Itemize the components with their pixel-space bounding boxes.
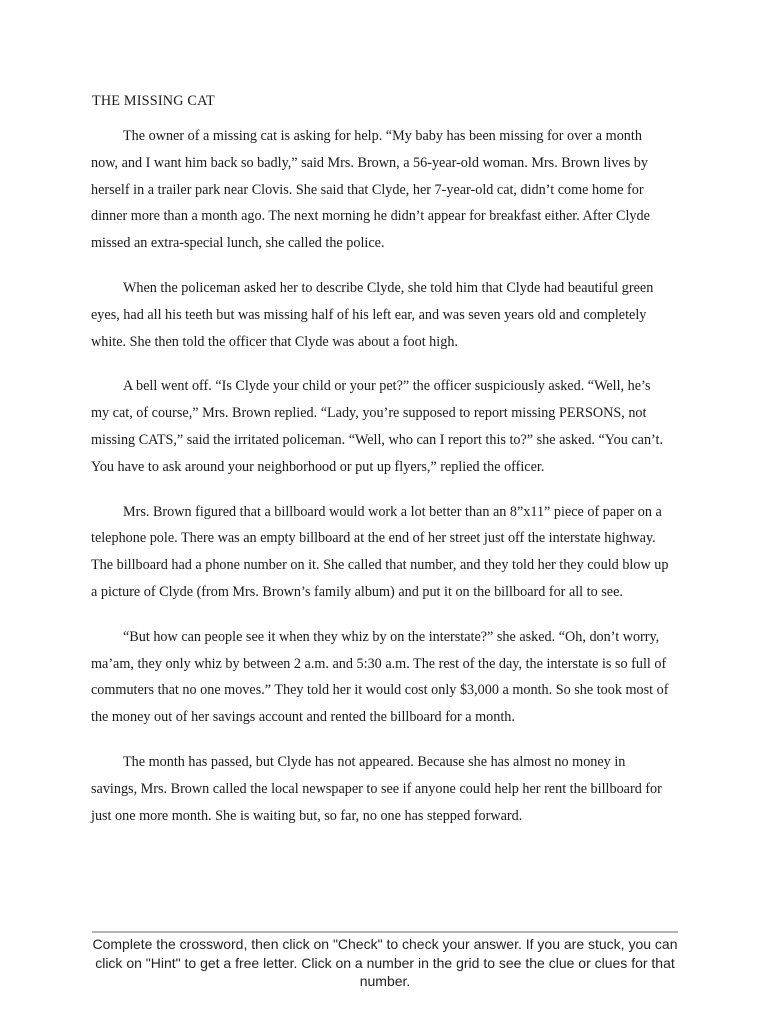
paragraph-3: A bell went off. “Is Clyde your child or your pet?” the officer suspiciously asked. “Well, he’s my cat, of course,” Mrs. Brown replied. “Lady, you’re supposed to report missing PERSONS, not missing CATS,” said the irritated policeman. “Well, who can I report this to?” she asked. “You can’t. You have to ask around your neighborhood or put up flyers,” replied the officer. [91,378,664,475]
paragraph-6: The month has passed, but Clyde has not appeared. Because she has almost no money in savings, Mrs. Brown called the local newspaper to see if anyone could help her rent the billboard for just one more month. She is waiting but, so far, no one has stepped forward. [91,753,662,824]
paragraph-1: The owner of a missing cat is asking for help. “My baby has been missing for over a month now, and I want him back so badly,” said Mrs. Brown, a 56-year-old woman. Mrs. Brown lives by herself in a trailer park near Clovis. She said that Clyde, her 7-year-old cat, didn’t come home for dinner more than a month ago. The next morning he didn’t appear for breakfast either. After Clyde missed an extra-special lunch, she called the police. [91,128,650,252]
paragraph-5: “But how can people see it when they whiz by on the interstate?” she asked. “Oh, don’t worry, ma’am, they only whiz by between 2 a.m. and 5:30 a.m. The rest of the day, the interstate is so full of commuters that no one moves.” They told her it would cost only $3,000 a month. So she took most of the money out of her savings account and rented the billboard for a month. [91,628,669,726]
crossword-instructions: Complete the crossword, then click on "Check" to check your answer. If you are stuck, you can click on "Hint" to get a free letter. Click on a number in the grid to see the clue or clues for that number. [92,931,678,991]
story-title: THE MISSING CAT [92,93,215,109]
story-body [91,123,669,847]
paragraph-4: Mrs. Brown figured that a billboard would work a lot better than an 8”x11” piece of paper on a telephone pole. There was an empty billboard at the end of her street just off the interstate highway. The billboard had a phone number on it. She called that number, and they told her they could blow up a picture of Clyde (from Mrs. Brown’s family album) and put it on the billboard for all to see. [91,503,669,600]
paragraph-2: When the policeman asked her to describe Clyde, she told him that Clyde had beautiful green eyes, had all his teeth but was missing half of his left ear, and was seven years old and completely white. She then told the officer that Clyde was about a foot high. [91,279,654,350]
